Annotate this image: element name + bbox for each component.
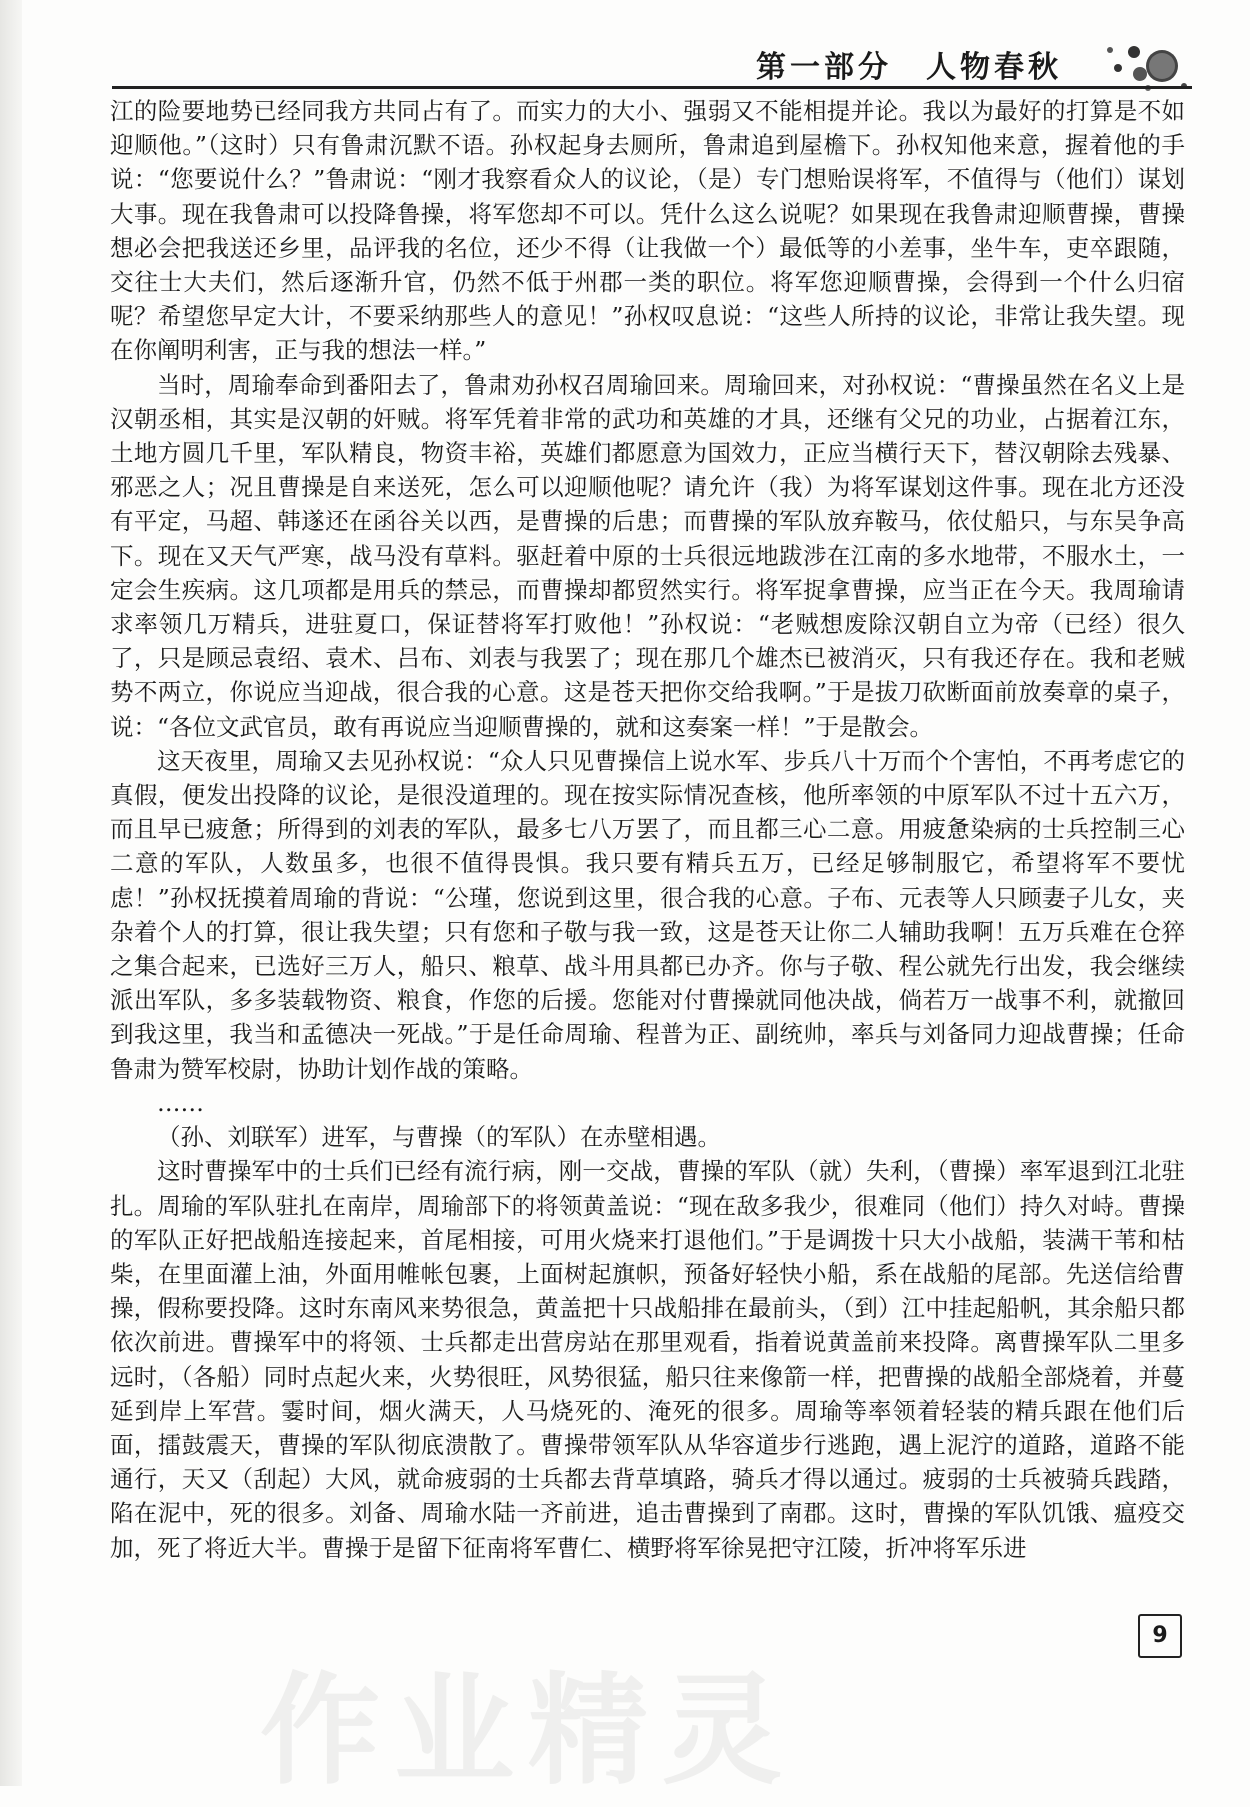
paragraph: 这天夜里，周瑜又去见孙权说：“众人只见曹操信上说水军、步兵八十万而个个害怕，不再考虑它的真假，便发出投降的议论，是很没道理的。现在按实际情况查核，他所率领的中原军队不过十五六万，而且早已疲惫；所得到的刘表的军队，最多七八万罢了，而且都三心二意。用疲惫染病的士兵控制三心二意的军队，人数虽多，也很不值得畏惧。我只要有精兵五万，已经足够制服它，希望将军不要忧虑！”孙权抚摸着周瑜的背说：“公瑾，您说到这里，很合我的心意。子布、元表等人只顾妻子儿女，夹杂着个人的打算，很让我失望；只有您和子敬与我一致，这是苍天让你二人辅助我啊！五万兵难在仓猝之集合起来，已选好三万人，船只、粮草、战斗用具都已办齐。你与子敬、程公就先行出发，我会继续派出军队，多多装载物资、粮食，作您的后援。您能对付曹操就同他决战，倘若万一战事不利，就撤回到我这里，我当和孟德决一死战。”于是任命周瑜、程普为正、副统帅，率兵与刘备同力迎战曹操；任命鲁肃为赞军校尉，协助计划作战的策略。 <box>110 746 1185 1083</box>
paragraph: （孙、刘联军）进军，与曹操（的军队）在赤壁相遇。 <box>157 1123 721 1152</box>
decorative-dots-icon <box>1092 38 1192 98</box>
paragraph: 当时，周瑜奉命到番阳去了，鲁肃劝孙权召周瑜回来。周瑜回来，对孙权说：“曹操虽然在名义上是汉朝丞相，其实是汉朝的奸贼。将军凭着非常的武功和英雄的才具，还继有父兄的功业，占据着江东，土地方圆几千里，军队精良，物资丰裕，英雄们都愿意为国效力，正应当横行天下，替汉朝除去残暴、邪恶之人；况且曹操是自来送死，怎么可以迎顺他呢？请允许（我）为将军谋划这件事。现在北方还没有平定，马超、韩遂还在函谷关以西，是曹操的后患；而曹操的军队放弃鞍马，依仗船只，与东吴争高下。现在又天气严寒，战马没有草料。驱赶着中原的士兵很远地跋涉在江南的多水地带，不服水土，一定会生疾病。这几项都是用兵的禁忌，而曹操却都贸然实行。将军捉拿曹操，应当正在今天。我周瑜请求率领几万精兵，进驻夏口，保证替将军打败他！”孙权说：“老贼想废除汉朝自立为帝（已经）很久了，只是顾忌袁绍、袁术、吕布、刘表与我罢了；现在那几个雄杰已被消灭，只有我还存在。我和老贼势不两立，你说应当迎战，很合我的心意。这是苍天把你交给我啊。”于是拔刀砍断面前放奏章的桌子，说：“各位文武官员，敢有再说应当迎顺曹操的，就和这奏案一样！”于是散会。 <box>110 370 1185 741</box>
body-text <box>110 94 1185 1565</box>
section-title: 第一部分 人物春秋 <box>756 50 1062 85</box>
running-header <box>112 38 1192 88</box>
ellipsis: …… <box>157 1088 204 1117</box>
paragraph: 江的险要地势已经同我方共同占有了。而实力的大小、强弱又不能相提并论。我以为最好的打算是不如迎顺他。”（这时）只有鲁肃沉默不语。孙权起身去厕所，鲁肃追到屋檐下。孙权知他来意，握着他的手说：“您要说什么？”鲁肃说：“刚才我察看众人的议论，（是）专门想贻误将军，不值得与（他们）谋划大事。现在我鲁肃可以投降鲁操，将军您却不可以。凭什么这么说呢？如果现在我鲁肃迎顺曹操，曹操想必会把我送还乡里，品评我的名位，还少不得（让我做一个）最低等的小差事，坐牛车，吏卒跟随，交往士大夫们，然后逐渐升官，仍然不低于州郡一类的职位。将军您迎顺曹操，会得到一个什么归宿呢？希望您早定大计，不要采纳那些人的意见！”孙权叹息说：“这些人所持的议论，非常让我失望。现在你阐明利害，正与我的想法一样。” <box>110 97 1185 365</box>
header-rule <box>112 86 1192 89</box>
page-number: 9 <box>1138 1614 1182 1658</box>
page-binding-edge <box>0 0 22 1786</box>
watermark: 作业精灵 <box>260 1662 796 1801</box>
paragraph: 这时曹操军中的士兵们已经有流行病，刚一交战，曹操的军队（就）失利，（曹操）率军退到江北驻扎。周瑜的军队驻扎在南岸，周瑜部下的将领黄盖说：“现在敌多我少，很难同（他们）持久对峙。曹操的军队正好把战船连接起来，首尾相接，可用火烧来打退他们。”于是调拨十只大小战船，装满干苇和枯柴，在里面灌上油，外面用帷帐包裹，上面树起旗帜，预备好轻快小船，系在战船的尾部。先送信给曹操，假称要投降。这时东南风来势很急，黄盖把十只战船排在最前头，（到）江中挂起船帆，其余船只都依次前进。曹操军中的将领、士兵都走出营房站在那里观看，指着说黄盖前来投降。离曹操军队二里多远时，（各船）同时点起火来，火势很旺，风势很猛，船只往来像箭一样，把曹操的战船全部烧着，并蔓延到岸上军营。霎时间，烟火满天，人马烧死的、淹死的很多。周瑜等率领着轻装的精兵跟在他们后面，擂鼓震天，曹操的军队彻底溃散了。曹操带领军队从华容道步行逃跑，遇上泥泞的道路，道路不能通行，天又（刮起）大风，就命疲弱的士兵都去背草填路，骑兵才得以通过。疲弱的士兵被骑兵践踏，陷在泥中，死的很多。刘备、周瑜水陆一齐前进，追击曹操到了南郡。这时，曹操的军队饥饿、瘟疫交加，死了将近大半。曹操于是留下征南将军曹仁、横野将军徐晃把守江陵，折冲将军乐进 <box>110 1157 1185 1562</box>
